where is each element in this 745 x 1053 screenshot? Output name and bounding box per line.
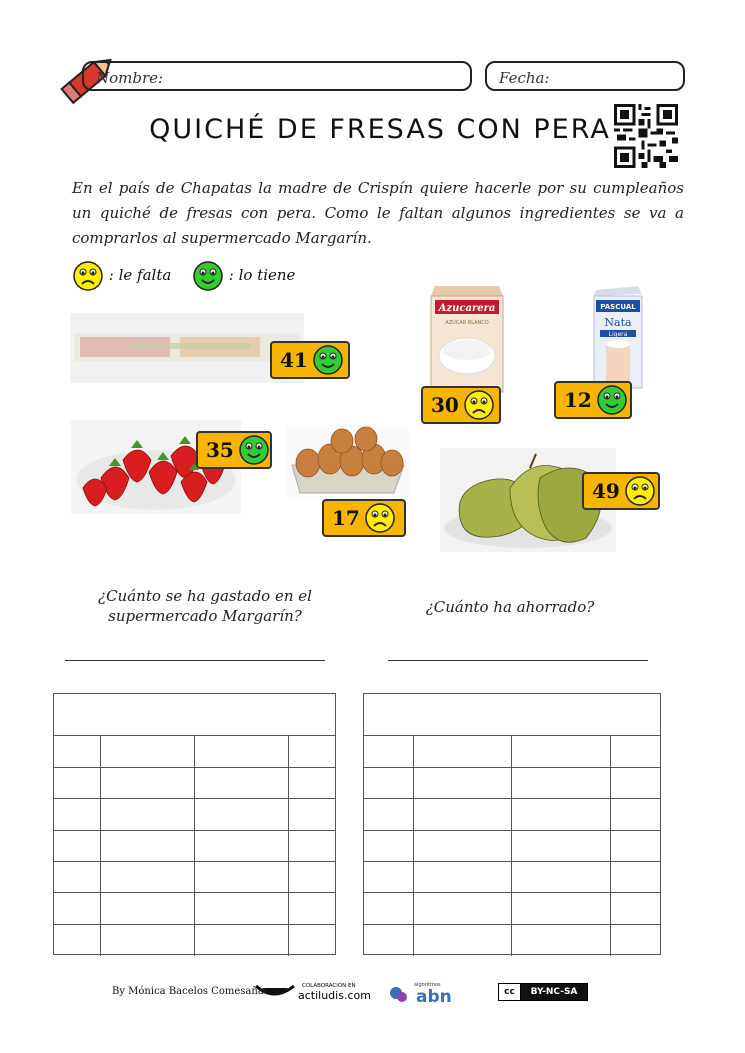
legend-happy-label: : lo tiene [228, 266, 296, 284]
actiludis-logo [254, 980, 374, 1004]
nata-sub: Ligera [608, 331, 628, 338]
masa-image [70, 313, 304, 383]
legend-sad [72, 260, 171, 292]
huevos-image [286, 425, 409, 497]
sad-face-icon [364, 502, 396, 534]
happy-face-icon [596, 384, 628, 416]
abn-logo [388, 979, 468, 1005]
price-tag-nata [554, 381, 632, 419]
abn-text: abn [416, 987, 452, 1005]
question-spent: ¿Cuánto se ha gastado en el supermercado Margarín? [98, 587, 312, 625]
price-fresas: 35 [206, 438, 234, 462]
happy-face-icon [312, 344, 344, 376]
price-masa: 41 [280, 348, 308, 372]
azucar-sub: AZÚCAR BLANCO [445, 320, 489, 326]
calc-grid-saved[interactable] [363, 693, 661, 955]
author-credit: By Mónica Bacelos Comesaña [112, 986, 264, 997]
date-label: Fecha: [499, 69, 550, 87]
nata-name: Nata [604, 316, 632, 329]
answer-line-saved[interactable] [388, 660, 648, 661]
abn-small: algoritmos [414, 982, 441, 988]
license-badge [498, 983, 588, 1001]
question-saved: ¿Cuánto ha ahorrado? [425, 598, 595, 616]
calc-grid-spent[interactable] [53, 693, 336, 955]
azucar-brand: Azucarera [438, 303, 496, 314]
price-nata: 12 [564, 388, 592, 412]
sad-face-icon [463, 389, 495, 421]
qr-code-icon [614, 104, 678, 168]
sad-face-icon [72, 260, 104, 292]
cc-icon: cc [499, 984, 521, 1000]
happy-face-icon [238, 434, 270, 466]
price-tag-huevos [322, 499, 406, 537]
nata-brand: PASCUAL [600, 303, 636, 311]
story-text: En el país de Chapatas la madre de Crispín quiere hacerle por su cumpleaños un quiché de fresas con pera. Como le faltan algunos ingredientes se va a comprarlos al supermercado Margarín. [72, 179, 684, 247]
happy-face-icon [192, 260, 224, 292]
legend-sad-label: : le falta [108, 266, 172, 284]
name-field[interactable] [82, 61, 472, 91]
azucar-image [427, 282, 505, 394]
date-field[interactable] [485, 61, 685, 91]
price-tag-azucar [421, 386, 501, 424]
grid-table[interactable] [364, 736, 660, 956]
grid-table[interactable] [54, 736, 335, 956]
price-tag-peras [582, 472, 660, 510]
page-title: QUICHÉ DE FRESAS CON PERA [149, 114, 611, 145]
collab-small: COLABORACIÓN EN [302, 983, 356, 989]
grid-header-cell[interactable] [364, 694, 660, 736]
legend-happy [192, 260, 295, 292]
grid-header-cell[interactable] [54, 694, 335, 736]
price-tag-fresas [196, 431, 272, 469]
license-text: BY-NC-SA [521, 984, 587, 1000]
price-huevos: 17 [332, 506, 360, 530]
sad-face-icon [624, 475, 656, 507]
price-peras: 49 [592, 479, 620, 503]
name-label: Nombre: [96, 69, 164, 87]
nata-image [590, 284, 646, 390]
answer-line-spent[interactable] [65, 660, 325, 661]
price-tag-masa [270, 341, 350, 379]
price-azucar: 30 [431, 393, 459, 417]
collab-site: actiludis.com [298, 989, 371, 1002]
